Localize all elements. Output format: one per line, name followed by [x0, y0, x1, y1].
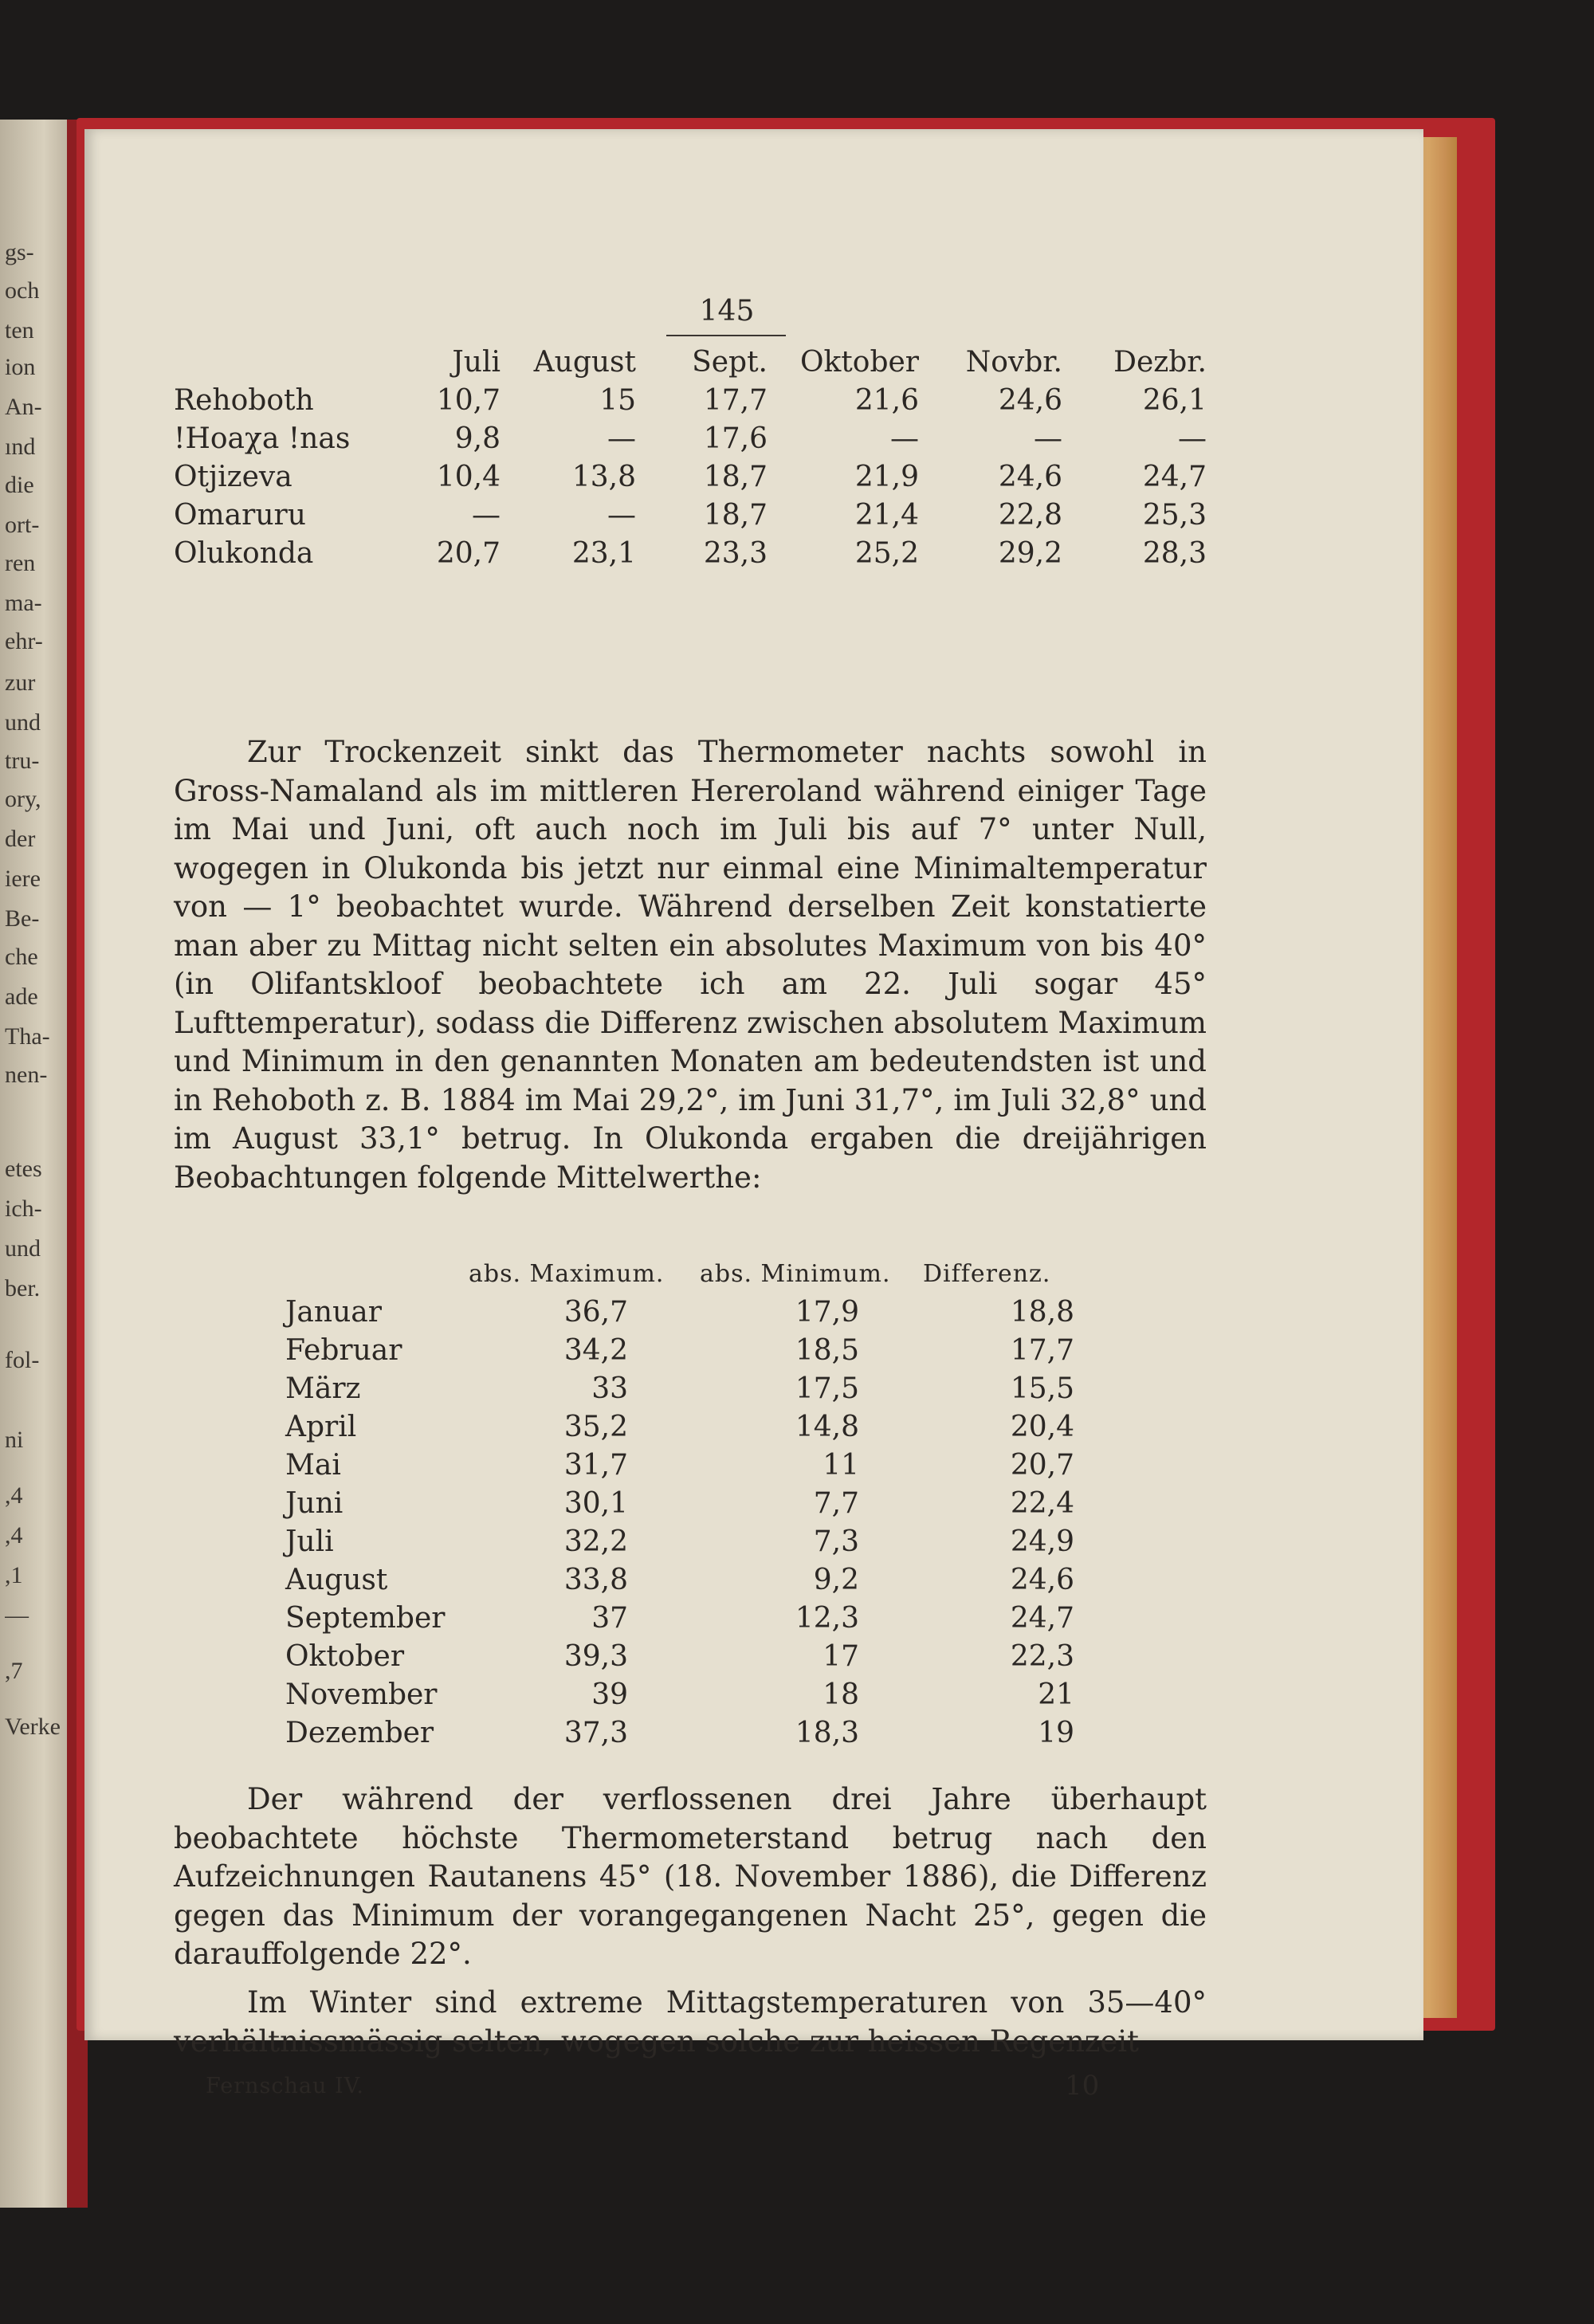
max-cell: 32,2	[563, 1525, 628, 1558]
diff-cell: 24,7	[1010, 1601, 1074, 1635]
left-page-text-fragment: An-	[5, 394, 42, 420]
diff-cell: 22,4	[1010, 1486, 1074, 1520]
table-cell: 25,3	[1142, 498, 1207, 532]
col-header: Differenz.	[923, 1259, 1051, 1288]
left-page-text-fragment: ,1	[5, 1562, 23, 1588]
max-cell: 34,2	[563, 1333, 628, 1367]
min-cell: 7,7	[813, 1486, 859, 1520]
table-cell: 24,6	[998, 460, 1062, 493]
left-page-text-fragment: der	[5, 826, 36, 852]
table-row	[174, 381, 1207, 419]
table-cell: 18,7	[703, 460, 768, 493]
left-page-text-fragment: ma-	[5, 590, 42, 616]
table-row	[285, 1522, 1130, 1560]
col-header: Oktober	[799, 345, 919, 379]
left-facing-page	[0, 120, 73, 2208]
left-page-text-fragment: Tha-	[5, 1023, 50, 1050]
paragraph-text: Der während der verflossenen drei Jahre überhaupt beobachtete höchste Thermometerstand betrug nach den Aufzeichnungen Rautanens 45° (18. November 1886), die Differenz gegen das Minimum der vorangegangenen Nacht 25°, gegen die darauffolgende 22°.	[174, 1782, 1207, 1971]
col-header: abs. Minimum.	[700, 1259, 891, 1288]
left-page-text-fragment: ,4	[5, 1522, 23, 1549]
min-cell: 18,3	[795, 1716, 859, 1749]
left-page-text-fragment: und	[5, 709, 41, 736]
col-header: Novbr.	[965, 345, 1062, 379]
diff-cell: 24,6	[1010, 1563, 1074, 1596]
left-page-text-fragment: gs-	[5, 239, 34, 265]
max-cell: 33	[591, 1372, 628, 1405]
month-name: November	[285, 1678, 438, 1711]
month-name: Juli	[285, 1525, 334, 1558]
diff-cell: 19	[1038, 1716, 1074, 1749]
station-name: Rehoboth	[174, 383, 314, 417]
left-page-text-fragment: Verke	[5, 1714, 61, 1740]
left-page-text-fragment: ehr-	[5, 628, 43, 654]
diff-cell: 17,7	[1010, 1333, 1074, 1367]
left-page-text-fragment: och	[5, 277, 40, 304]
month-name: Februar	[285, 1333, 402, 1367]
table-cell: 17,6	[703, 422, 768, 455]
left-page-text-fragment: ınd	[5, 434, 36, 460]
station-name: Olukonda	[174, 536, 314, 570]
max-cell: 33,8	[563, 1563, 628, 1596]
table-cell: —	[607, 422, 636, 455]
left-page-text-fragment: und	[5, 1235, 41, 1262]
min-cell: 12,3	[795, 1601, 859, 1635]
left-page-text-fragment: iere	[5, 866, 41, 892]
table-cell: 18,7	[703, 498, 768, 532]
left-page-text-fragment: ren	[5, 550, 36, 576]
diff-cell: 15,5	[1010, 1372, 1074, 1405]
table-cell: 21,6	[854, 383, 919, 417]
diff-cell: 20,4	[1010, 1410, 1074, 1443]
left-page-text-fragment: ,4	[5, 1482, 23, 1509]
left-page-text-fragment: che	[5, 944, 38, 970]
table-row	[285, 1560, 1130, 1599]
min-cell: 9,2	[813, 1563, 859, 1596]
left-page-text-fragment: die	[5, 472, 34, 498]
month-name: April	[285, 1410, 357, 1443]
table-row	[285, 1369, 1130, 1407]
signature-number: 10	[1065, 2070, 1100, 2102]
left-page-text-fragment: zur	[5, 669, 36, 696]
table-header-row	[174, 343, 1207, 381]
table-row	[285, 1599, 1130, 1637]
max-cell: 31,7	[563, 1448, 628, 1482]
table-cell: 10,7	[436, 383, 501, 417]
month-name: Juni	[285, 1486, 344, 1520]
left-page-text-fragment: ,7	[5, 1658, 23, 1684]
diff-cell: 18,8	[1010, 1295, 1074, 1329]
table-row	[285, 1331, 1130, 1369]
paragraph-hoechster-stand	[174, 1780, 1207, 1974]
station-name: Omaruru	[174, 498, 306, 532]
left-page-text-fragment: Be-	[5, 905, 40, 932]
table-cell: —	[472, 498, 501, 532]
col-header: Dezbr.	[1113, 345, 1207, 379]
table-cell: —	[607, 498, 636, 532]
page-number: 145	[699, 295, 755, 328]
month-name: Januar	[285, 1295, 382, 1329]
left-page-text-fragment: ich-	[5, 1195, 42, 1222]
col-header: Sept.	[692, 345, 768, 379]
book-page	[84, 129, 1423, 2102]
table-cell: —	[1034, 422, 1062, 455]
table-cell: 17,7	[703, 383, 768, 417]
table-cell: 22,8	[998, 498, 1062, 532]
table-cell: 9,8	[454, 422, 501, 455]
paragraph-trockenzeit	[174, 733, 1207, 1197]
table-row	[285, 1714, 1130, 1752]
left-page-text-fragment: ten	[5, 317, 34, 343]
table-cell: 29,2	[998, 536, 1062, 570]
table-row	[174, 419, 1207, 457]
col-header: abs. Maximum.	[469, 1259, 665, 1288]
table-row	[285, 1675, 1130, 1714]
table-row	[285, 1407, 1130, 1446]
min-cell: 7,3	[813, 1525, 859, 1558]
table-cell: 13,8	[571, 460, 636, 493]
max-cell: 30,1	[563, 1486, 628, 1520]
table-cell: 26,1	[1142, 383, 1207, 417]
month-name: Dezember	[285, 1716, 434, 1749]
table-cell: 24,7	[1142, 460, 1207, 493]
temperature-table-stations	[174, 343, 1207, 572]
left-page-text-fragment: ion	[5, 354, 36, 380]
min-cell: 11	[823, 1448, 859, 1482]
signature-mark: Fernschau IV.	[206, 2074, 364, 2098]
table-row	[285, 1637, 1130, 1675]
paragraph-text: Zur Trockenzeit sinkt das Thermometer nachts sowohl in Gross-Namaland als im mittleren Hereroland während einiger Tage im Mai und Juni, oft auch noch im Juli bis auf 7° unter Null, wogegen in Olukonda bis jetzt nur einmal eine Minimaltemperatur von — 1° beobachtet wurde. Während derselben Zeit konstatierte man aber zu Mittag nicht selten ein absolutes Maximum von bis 40° (in Olifantskloof beobachtete ich am 22. Juli sogar 45° Lufttemperatur), sodass die Differenz zwischen absolutem Maximum und Minimum in den genannten Monaten am bedeutendsten ist und in Rehoboth z. B. 1884 im Mai 29,2°, im Juni 31,7°, im Juli 32,8° und im August 33,1° betrug. In Olukonda ergaben die dreijährigen Beobachtungen folgende Mittelwerthe:	[174, 735, 1207, 1195]
table-row	[285, 1446, 1130, 1484]
table-cell: —	[1178, 422, 1207, 455]
month-name: Mai	[285, 1448, 341, 1482]
table-cell: 28,3	[1142, 536, 1207, 570]
left-page-text-fragment: —	[5, 1602, 29, 1628]
paragraph-winter	[174, 1984, 1207, 2061]
table-cell: 23,1	[571, 536, 636, 570]
left-page-text-fragment: ber.	[5, 1275, 41, 1301]
month-name: Oktober	[285, 1639, 405, 1673]
max-cell: 39,3	[563, 1639, 628, 1673]
min-cell: 17,5	[795, 1372, 859, 1405]
table-row	[174, 457, 1207, 496]
page-number-rule	[666, 335, 786, 336]
month-name: März	[285, 1372, 361, 1405]
table-cell: 23,3	[703, 536, 768, 570]
max-cell: 37	[591, 1601, 628, 1635]
left-page-text-fragment: tru-	[5, 748, 40, 774]
station-name: Otjizeva	[174, 460, 292, 493]
left-page-text-fragment: nen-	[5, 1062, 48, 1088]
left-page-text-fragment: ni	[5, 1427, 24, 1453]
col-header: Juli	[452, 345, 501, 379]
min-cell: 18	[823, 1678, 859, 1711]
diff-cell: 24,9	[1010, 1525, 1074, 1558]
max-cell: 36,7	[563, 1295, 628, 1329]
left-page-text-fragment: ory,	[5, 786, 41, 812]
left-page-text-fragment: fol-	[5, 1347, 40, 1373]
table-cell: 24,6	[998, 383, 1062, 417]
table-header-row	[285, 1254, 1130, 1293]
diff-cell: 20,7	[1010, 1448, 1074, 1482]
diff-cell: 22,3	[1010, 1639, 1074, 1673]
max-cell: 37,3	[563, 1716, 628, 1749]
left-page-text-fragment: ade	[5, 983, 38, 1010]
min-cell: 14,8	[795, 1410, 859, 1443]
table-cell: 25,2	[854, 536, 919, 570]
table-cell: 20,7	[436, 536, 501, 570]
min-cell: 17,9	[795, 1295, 859, 1329]
table-cell: 21,4	[854, 498, 919, 532]
left-page-text-fragment: etes	[5, 1156, 42, 1182]
min-cell: 18,5	[795, 1333, 859, 1367]
left-page-text-fragment: ort-	[5, 512, 40, 538]
olukonda-monthly-table	[285, 1254, 1130, 1752]
min-cell: 17	[823, 1639, 859, 1673]
station-name: !Hoaχa !nas	[174, 422, 351, 455]
diff-cell: 21	[1038, 1678, 1074, 1711]
paragraph-text: Im Winter sind extreme Mittagstemperaturen von 35—40° verhältnissmässig selten, wogegen solche zur heissen Regenzeit	[174, 1985, 1207, 2059]
table-cell: 21,9	[854, 460, 919, 493]
month-name: September	[285, 1601, 446, 1635]
max-cell: 35,2	[563, 1410, 628, 1443]
table-row	[174, 496, 1207, 534]
table-cell: 10,4	[436, 460, 501, 493]
month-name: August	[285, 1563, 388, 1596]
table-cell: —	[890, 422, 919, 455]
col-header: August	[533, 345, 636, 379]
table-row	[285, 1484, 1130, 1522]
max-cell: 39	[591, 1678, 628, 1711]
table-row	[174, 534, 1207, 572]
table-cell: 15	[599, 383, 636, 417]
table-row	[285, 1293, 1130, 1331]
